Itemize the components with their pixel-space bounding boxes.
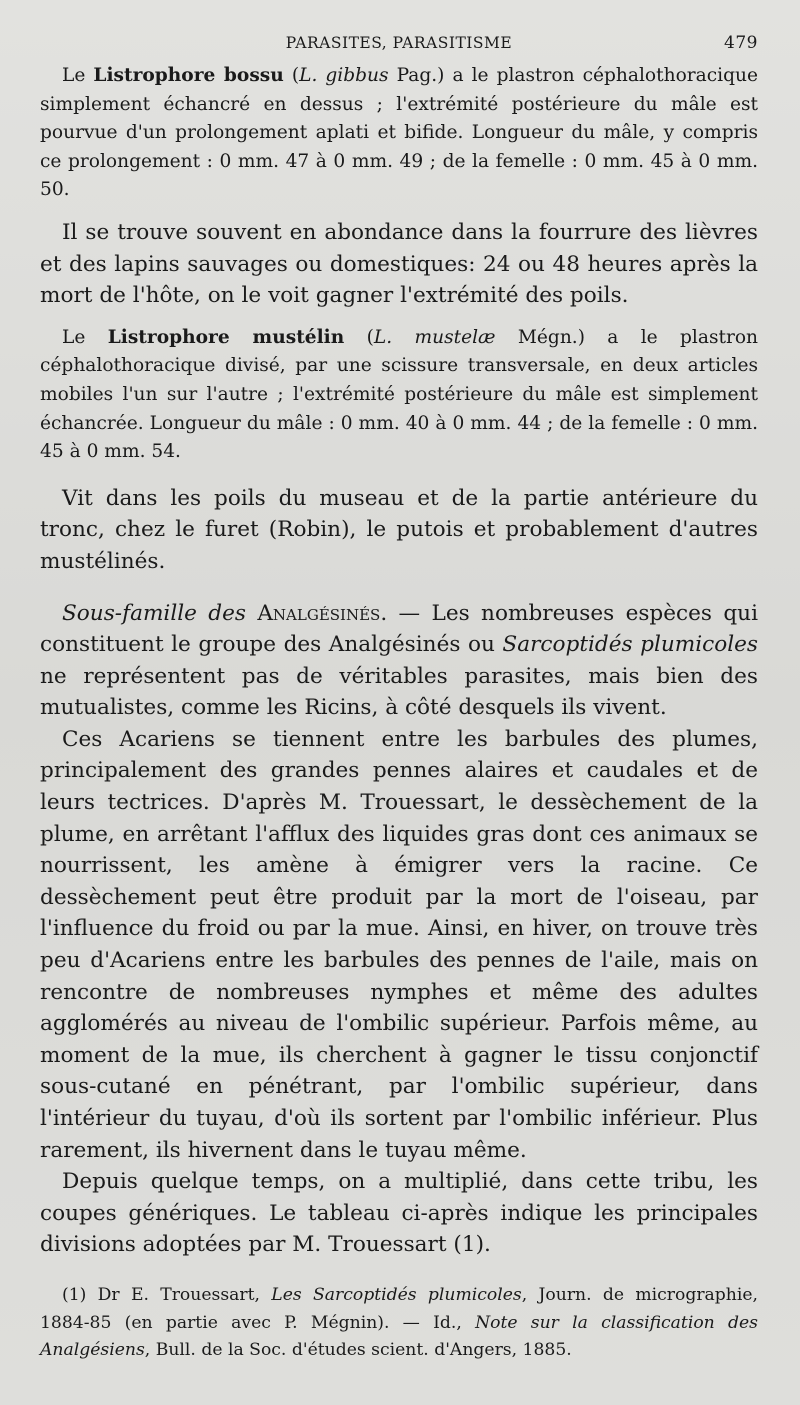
p1-text-b: ( <box>283 65 300 86</box>
footnote-text-c: , Journ. de micrographie, 1884-85 (en partie avec P. Mégnin). — Id., <box>40 1285 758 1333</box>
footnote-text <box>40 1282 758 1365</box>
page-number: 479 <box>724 33 758 53</box>
footnote-title-2: Note sur la classification des Analgésiens <box>40 1312 758 1360</box>
paragraph-listrophore-bossu <box>40 62 758 205</box>
p3-text-c: Mégn.) a le plastron céphalothoracique divisé, par une scissure transversale, en deux articles mobiles l'un sur l'autre ; l'extrémité postérieure du mâle est simplement échancrée. Longueur du mâle : 0 mm. 40 à 0 mm. 44 ; de la femelle : 0 mm. 45 à 0 mm. 54. <box>40 326 759 463</box>
p1-text-a: Le <box>62 65 94 86</box>
paragraph-analgesines <box>40 598 758 724</box>
running-head <box>40 30 758 62</box>
p5-text-c: . — Les nombreuses espèces qui constituent le groupe des Analgésinés ou <box>40 600 758 658</box>
paragraph-listrophore-mustelin <box>40 324 758 467</box>
group-name-italic: Sarcoptidés plumicoles <box>502 632 758 658</box>
species-name-mustelin: Listrophore mustélin <box>107 326 345 348</box>
scientific-name-gibbus: L. gibbus <box>299 65 389 86</box>
p3-text-b: ( <box>344 326 374 348</box>
running-title: PARASITES, PARASITISME <box>285 34 513 52</box>
paragraph-habitat-mustelin: Vit dans les poils du museau et de la partie antérieure du tronc, chez le furet (Robin), le putois et probablement d'autres mustélinés. <box>40 485 758 574</box>
footnote-text-e: , Bull. de la Soc. d'études scient. d'Angers, 1885. <box>144 1340 572 1360</box>
paragraph-coupes-generiques: Depuis quelque temps, on a multiplié, dans cette tribu, les coupes génériques. Le tableau ci-après indique les principales divisions adoptées par M. Trouessart (1). <box>40 1169 758 1258</box>
p5-space <box>246 601 257 626</box>
p3-text-a: Le <box>62 326 108 348</box>
footnote <box>40 1282 758 1365</box>
subfamily-name: Analgésinés <box>257 600 381 626</box>
p1-text-c: Pag.) a le plastron céphalothoracique simplement échancré en dessus ; l'extrémité postérieure du mâle est pourvue d'un prolongement aplati et bifide. Longueur du mâle, y compris ce prolongement : 0 mm. 47 à 0 mm. 49 ; de la femelle : 0 mm. 45 à 0 mm. 50. <box>40 65 758 201</box>
species-name-bossu: Listrophore bossu <box>93 65 284 86</box>
subfamily-label: Sous-famille des <box>62 600 246 626</box>
paragraph-acariens-plumes: Ces Acariens se tiennent entre les barbules des plumes, principalement des grandes pennes alaires et caudales et de leurs tectrices. D'après M. Trouessart, le dessèchement de la plume, en arrêtant l'afflux des liquides gras dont ces animaux se nourrissent, les amène à émigrer vers la racine. Ce dessèchement peut être produit par la mort de l'oiseau, par l'influence du froid ou par la mue. Ainsi, en hiver, on trouve très peu d'Acariens entre les barbules des pennes de l'aile, mais on rencontre de nombreuses nymphes et même des adultes agglomérés au niveau de l'ombilic supérieur. Parfois même, au moment de la mue, ils cherchent à gagner le tissu conjonctif sous-cutané en pénétrant, par l'ombilic supérieur, dans l'intérieur du tuyau, d'où ils sortent par l'ombilic inférieur. Plus rarement, ils hivernent dans le tuyau même. <box>40 726 758 1163</box>
paragraph-habitat-bossu: Il se trouve souvent en abondance dans la fourrure des lièvres et des lapins sauvages ou domestiques: 24 ou 48 heures après la mort de l'hôte, on le voit gagner l'extrémité des poils. <box>40 219 758 309</box>
footnote-text-a: (1) Dr E. Trouessart, <box>62 1285 272 1305</box>
p5-text-e: ne représentent pas de véritables parasites, mais bien des mutualistes, comme les Ricins, à côté desquels ils vivent. <box>40 663 758 721</box>
footnote-title-1: Les Sarcoptidés plumicoles <box>271 1285 522 1305</box>
scientific-name-mustelae: L. mustelæ <box>373 326 496 348</box>
